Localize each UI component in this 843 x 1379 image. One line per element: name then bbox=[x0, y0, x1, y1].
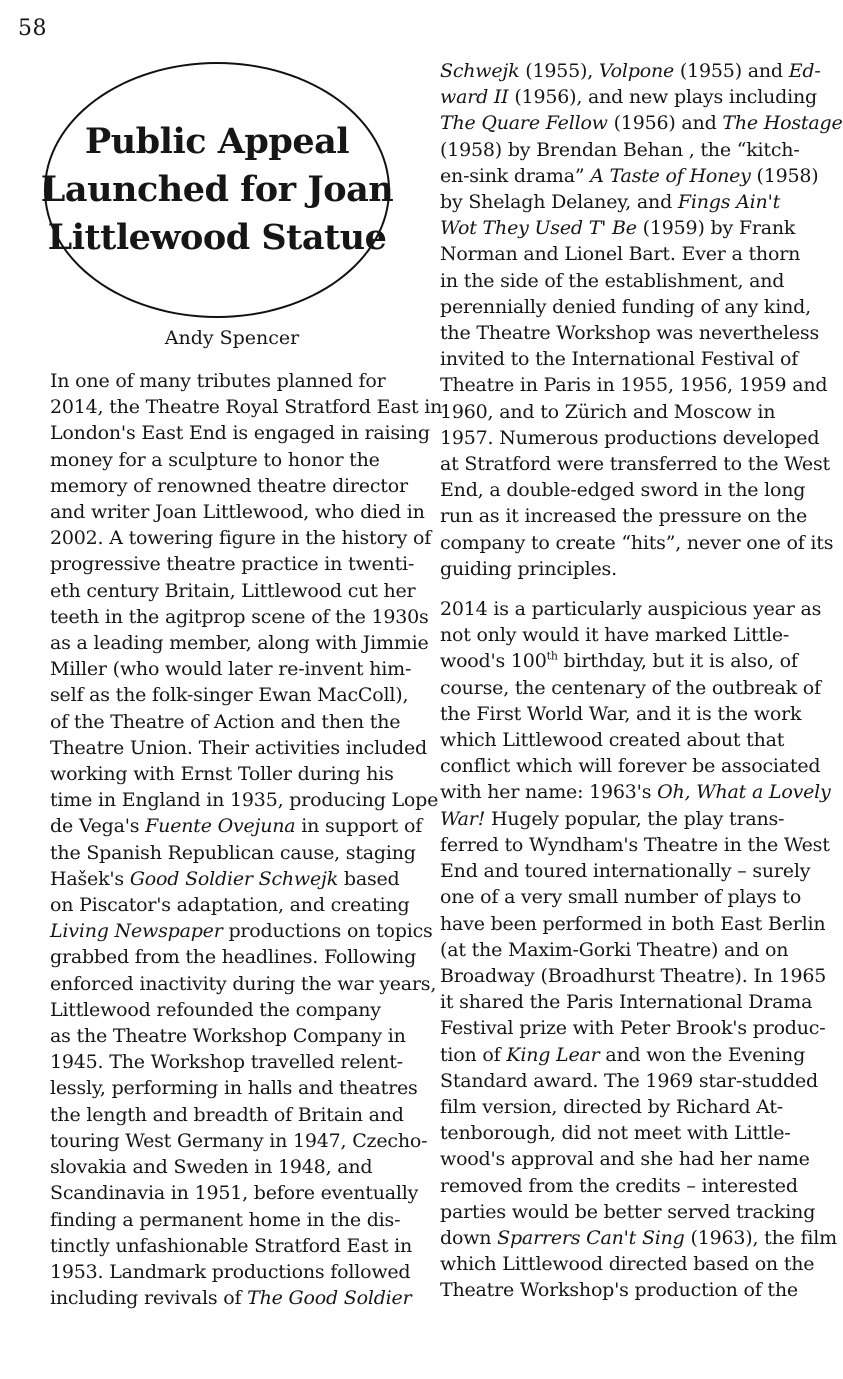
text-run: (1955) and bbox=[674, 60, 789, 82]
text-line: 1957. Numerous productions developed bbox=[440, 426, 820, 449]
text-run: and won the Evening bbox=[599, 1043, 806, 1066]
text-line: tinctly unfashionable Stratford East in bbox=[50, 1234, 413, 1257]
text-line: course, the centenary of the outbreak of bbox=[440, 676, 821, 699]
headline-line: Littlewood Statue bbox=[47, 217, 387, 258]
text-run: including revivals of bbox=[50, 1287, 248, 1310]
paragraph bbox=[440, 596, 837, 1303]
play-title: ward II bbox=[440, 86, 509, 109]
text-line: film version, directed by Richard At- bbox=[440, 1095, 784, 1118]
text-line: which Littlewood created about that bbox=[440, 729, 785, 752]
text-line: removed from the credits – interested bbox=[440, 1174, 798, 1197]
headline bbox=[41, 118, 393, 262]
text-line: invited to the International Festival of bbox=[440, 348, 799, 371]
text-line: run as it increased the pressure on the bbox=[440, 505, 808, 528]
text-line: in the side of the establishment, and bbox=[440, 269, 785, 292]
text-line: ferred to Wyndham's Theatre in the West bbox=[440, 833, 830, 856]
text-line: lessly, performing in halls and theatres bbox=[50, 1077, 418, 1100]
text-line: company to create “hits”, never one of its bbox=[440, 531, 834, 554]
text-line bbox=[50, 1285, 416, 1311]
text-line: at Stratford were transferred to the West bbox=[440, 453, 830, 476]
text-line: one of a very small number of plays to bbox=[440, 886, 802, 909]
play-title: King Lear bbox=[506, 1043, 600, 1066]
text-run: down bbox=[440, 1226, 498, 1249]
text-line: 1960, and to Zürich and Moscow in bbox=[440, 400, 776, 423]
page-number: 58 bbox=[18, 16, 47, 41]
text-line: teeth in the agitprop scene of the 1930s bbox=[50, 605, 429, 628]
text-line: as the Theatre Workshop Company in bbox=[50, 1025, 406, 1048]
play-title: The Quare Fellow bbox=[440, 112, 608, 135]
text-line bbox=[440, 806, 802, 832]
text-line: Festival prize with Peter Brook's produc- bbox=[440, 1017, 826, 1040]
play-title: Good Soldier Schwejk bbox=[129, 867, 339, 890]
text-run: birthday, but it is also, of bbox=[557, 650, 798, 673]
play-title: Oh, What a Lovely bbox=[657, 781, 831, 804]
text-run: (1963), the film bbox=[684, 1226, 837, 1249]
text-line: End, a double-edged sword in the long bbox=[440, 479, 806, 502]
text-run: tion of bbox=[440, 1043, 507, 1066]
text-line bbox=[440, 779, 831, 805]
text-line: End and toured internationally – surely bbox=[440, 860, 811, 883]
text-line: 2002. A towering figure in the history of bbox=[50, 527, 432, 550]
text-line: slovakia and Sweden in 1948, and bbox=[50, 1156, 373, 1179]
text-line: the Spanish Republican cause, staging bbox=[50, 841, 416, 864]
text-line: and writer Joan Littlewood, who died in bbox=[50, 501, 425, 524]
text-line: In one of many tributes planned for bbox=[50, 370, 386, 392]
text-line: Norman and Lionel Bart. Ever a thorn bbox=[440, 243, 801, 266]
text-run: en-sink drama” bbox=[440, 164, 591, 187]
headline-line: Launched for Joan bbox=[40, 169, 394, 210]
text-line: touring West Germany in 1947, Czecho- bbox=[50, 1129, 428, 1152]
text-line bbox=[440, 84, 817, 110]
text-run: with her name: 1963's bbox=[440, 781, 658, 804]
play-title: Living Newspaper bbox=[50, 920, 223, 943]
text-line: on Piscator's adaptation, and creating bbox=[50, 894, 410, 917]
play-title: Volpone bbox=[598, 60, 675, 82]
text-line: have been performed in both East Berlin bbox=[440, 912, 826, 935]
text-run: (1958) bbox=[750, 164, 819, 187]
text-line bbox=[440, 1042, 806, 1068]
text-line: 1945. The Workshop travelled relent- bbox=[50, 1051, 403, 1074]
text-run: Hašek's bbox=[50, 867, 130, 890]
text-line: memory of renowned theatre director bbox=[50, 474, 408, 497]
text-line bbox=[440, 189, 802, 215]
ordinal-suffix: th bbox=[546, 650, 558, 664]
text-line: of the Theatre of Action and then the bbox=[50, 710, 401, 733]
text-line: London's East End is engaged in raising bbox=[50, 422, 430, 445]
left-column bbox=[50, 368, 443, 1311]
play-title: A Taste of Honey bbox=[590, 164, 751, 187]
text-line: as a leading member, along with Jimmie bbox=[50, 632, 429, 655]
text-run: (1956) and bbox=[607, 112, 723, 135]
text-line: 2014 is a particularly auspicious year as bbox=[440, 598, 822, 621]
play-title: Wot They Used T' Be bbox=[440, 217, 637, 240]
text-line bbox=[440, 215, 802, 241]
text-run: based bbox=[338, 867, 400, 890]
text-line: the First World War, and it is the work bbox=[440, 702, 802, 725]
text-line: finding a permanent home in the dis- bbox=[50, 1208, 401, 1231]
text-line: tenborough, did not meet with Little- bbox=[440, 1122, 791, 1145]
text-run: Hugely popular, the play trans- bbox=[485, 807, 785, 830]
text-line bbox=[440, 648, 802, 674]
text-line: conflict which will forever be associated bbox=[440, 755, 821, 778]
text-line: guiding principles. bbox=[440, 557, 617, 580]
text-run: by Shelagh Delaney, and bbox=[440, 191, 678, 214]
text-line: Littlewood refounded the company bbox=[50, 998, 381, 1021]
text-run: (1956), and new plays including bbox=[508, 86, 817, 109]
text-line: progressive theatre practice in twenti- bbox=[50, 553, 415, 576]
text-line: 1953. Landmark productions followed bbox=[50, 1260, 411, 1283]
text-line: parties would be better served tracking bbox=[440, 1200, 816, 1223]
text-line: Scandinavia in 1951, before eventually bbox=[50, 1182, 419, 1205]
play-title: War! bbox=[440, 807, 486, 830]
text-run: (1955), bbox=[519, 60, 599, 82]
play-title: Schwejk bbox=[440, 60, 520, 82]
text-line bbox=[440, 110, 843, 136]
play-title: The Good Soldier bbox=[247, 1287, 412, 1310]
text-line: enforced inactivity during the war years, bbox=[50, 972, 437, 995]
text-line: (at the Maxim-Gorki Theatre) and on bbox=[440, 938, 789, 961]
text-line: not only would it have marked Little- bbox=[440, 624, 790, 647]
text-line: it shared the Paris International Drama bbox=[440, 991, 813, 1014]
headline-oval bbox=[40, 62, 394, 318]
text-line: grabbed from the headlines. Following bbox=[50, 946, 417, 969]
paragraph bbox=[50, 368, 443, 1311]
paragraph bbox=[440, 58, 843, 582]
text-line: money for a sculpture to honor the bbox=[50, 448, 380, 471]
play-title: Fuente Ovejuna bbox=[145, 815, 296, 838]
play-title: The Hostage bbox=[722, 112, 843, 135]
right-column bbox=[440, 58, 843, 1304]
text-line: (1958) by Brendan Behan , the “kitch- bbox=[440, 138, 800, 161]
text-line: Theatre in Paris in 1955, 1956, 1959 and bbox=[440, 374, 828, 397]
play-title: Sparrers Can't Sing bbox=[497, 1226, 685, 1249]
text-line bbox=[50, 918, 433, 944]
text-line: Theatre Union. Their activities included bbox=[50, 736, 427, 759]
text-line: the Theatre Workshop was nevertheless bbox=[440, 322, 820, 345]
text-line: the length and breadth of Britain and bbox=[50, 1103, 404, 1126]
text-line: Theatre Workshop's production of the bbox=[440, 1279, 798, 1302]
text-line: wood's approval and she had her name bbox=[440, 1148, 810, 1171]
text-run: in support of bbox=[295, 815, 423, 838]
byline: Andy Spencer bbox=[164, 327, 300, 349]
text-line: 2014, the Theatre Royal Stratford East in bbox=[50, 396, 443, 419]
text-line: Standard award. The 1969 star-studded bbox=[440, 1069, 818, 1092]
text-line bbox=[440, 163, 819, 189]
text-line: perennially denied funding of any kind, bbox=[440, 295, 811, 318]
text-line: self as the folk-singer Ewan MacColl), bbox=[50, 684, 409, 707]
text-line: working with Ernst Toller during his bbox=[50, 763, 394, 786]
text-run: productions on topics bbox=[222, 920, 433, 943]
text-line: eth century Britain, Littlewood cut her bbox=[50, 579, 416, 602]
play-title: Fings Ain't bbox=[677, 191, 781, 214]
play-title: Ed- bbox=[788, 60, 821, 82]
text-line: Miller (who would later re-invent him- bbox=[50, 658, 412, 681]
text-line bbox=[440, 58, 821, 84]
text-line: time in England in 1935, producing Lope bbox=[50, 789, 439, 812]
text-run: wood's 100 bbox=[440, 650, 547, 673]
text-line: which Littlewood directed based on the bbox=[440, 1253, 815, 1276]
text-line bbox=[50, 866, 416, 892]
text-line bbox=[50, 813, 423, 839]
text-run: (1959) by Frank bbox=[636, 217, 796, 240]
text-line: Broadway (Broadhurst Theatre). In 1965 bbox=[440, 964, 827, 987]
headline-line: Public Appeal bbox=[84, 121, 350, 162]
text-run: de Vega's bbox=[50, 815, 146, 838]
text-line bbox=[440, 1225, 837, 1251]
